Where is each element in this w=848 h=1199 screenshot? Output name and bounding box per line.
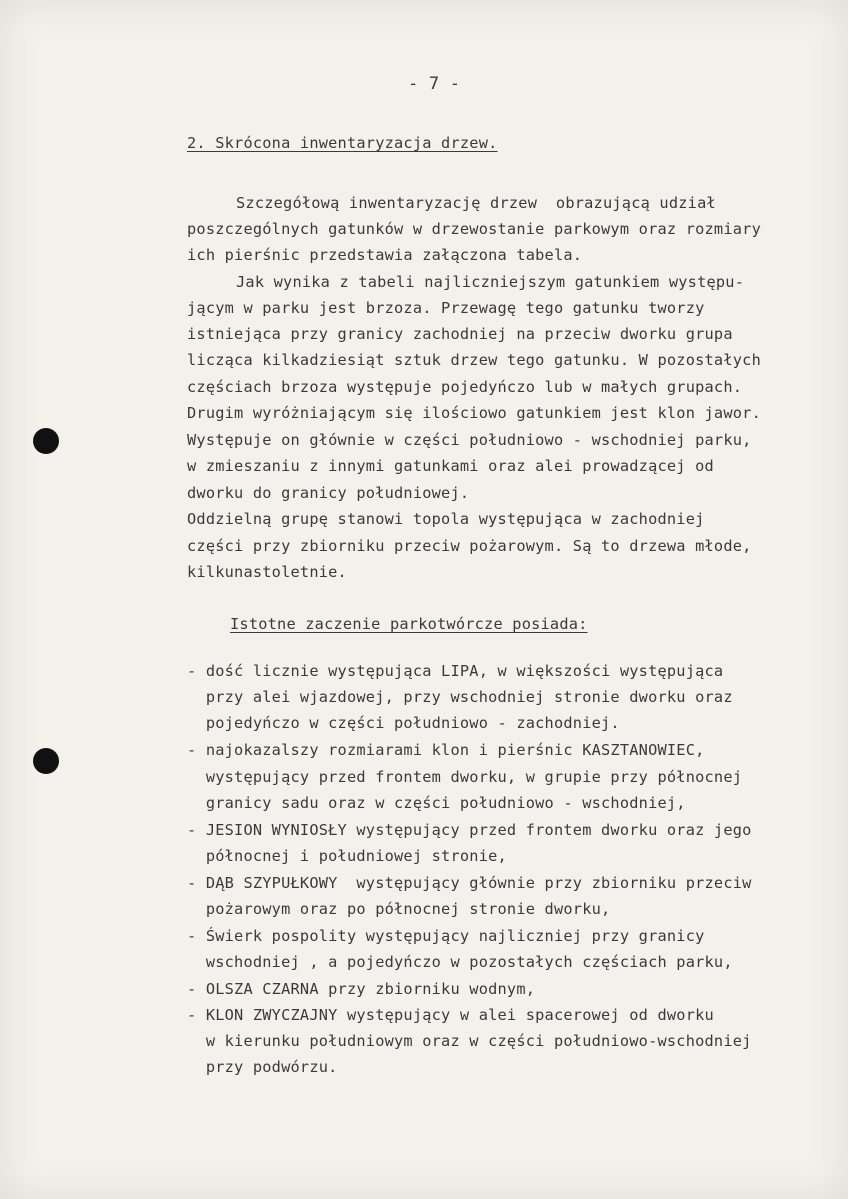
paragraph-line: ich pierśnic przedstawia załączona tabela.: [187, 246, 583, 264]
list-item: północnej i południowej stronie,: [187, 847, 507, 865]
list-item: - KLON ZWYCZAJNY występujący w alei spacerowej od dworku: [187, 1006, 714, 1024]
paragraph-line: Jak wynika z tabeli najliczniejszym gatunkiem występu-: [236, 273, 745, 291]
section-heading: 2. Skrócona inwentaryzacja drzew.: [187, 134, 498, 152]
list-item: pojedyńczo w części południowo - zachodniej.: [187, 714, 620, 732]
paragraph-line: Szczegółową inwentaryzację drzew obrazującą udział: [236, 194, 716, 212]
list-item: - JESION WYNIOSŁY występujący przed frontem dworku oraz jego: [187, 821, 752, 839]
punch-hole-bottom: [33, 748, 59, 774]
paragraph-line: w zmieszaniu z innymi gatunkami oraz alei prowadzącej od: [187, 457, 714, 475]
list-item: w kierunku południowym oraz w części południowo-wschodniej: [187, 1032, 752, 1050]
paragraph-line: Oddzielną grupę stanowi topola występująca w zachodniej: [187, 510, 705, 528]
list-item: granicy sadu oraz w części południowo - wschodniej,: [187, 794, 686, 812]
paragraph-line: kilkunastoletnie.: [187, 563, 347, 581]
list-item: - Świerk pospolity występujący najliczniej przy granicy: [187, 927, 705, 945]
list-item: przy alei wjazdowej, przy wschodniej stronie dworku oraz: [187, 688, 733, 706]
paragraph-line: dworku do granicy południowej.: [187, 484, 470, 502]
list-item: przy podwórzu.: [187, 1058, 338, 1076]
paragraph-line: istniejąca przy granicy zachodniej na przeciw dworku grupa: [187, 325, 733, 343]
paragraph-line: poszczególnych gatunków w drzewostanie parkowym oraz rozmiary: [187, 220, 761, 238]
paragraph-line: jącym w parku jest brzoza. Przewagę tego gatunku tworzy: [187, 299, 705, 317]
paragraph-line: Występuje on głównie w części południowo - wschodniej parku,: [187, 431, 752, 449]
punch-hole-top: [33, 428, 59, 454]
subheading: Istotne zaczenie parkotwórcze posiada:: [230, 615, 588, 633]
list-item: - DĄB SZYPUŁKOWY występujący głównie przy zbiorniku przeciw: [187, 874, 752, 892]
paragraph-line: częściach brzoza występuje pojedyńczo lub w małych grupach.: [187, 378, 743, 396]
page-number: - 7 -: [408, 74, 461, 94]
list-item: wschodniej , a pojedyńczo w pozostałych częściach parku,: [187, 953, 733, 971]
list-item: pożarowym oraz po północnej stronie dworku,: [187, 900, 611, 918]
list-item: - dość licznie występująca LIPA, w większości występująca: [187, 662, 724, 680]
paragraph-line: Drugim wyróżniającym się ilościowo gatunkiem jest klon jawor.: [187, 404, 761, 422]
list-item: - OLSZA CZARNA przy zbiorniku wodnym,: [187, 980, 536, 998]
list-item: występujący przed frontem dworku, w grupie przy północnej: [187, 768, 743, 786]
list-item: - najokazalszy rozmiarami klon i pierśnic KASZTANOWIEC,: [187, 741, 705, 759]
paragraph-line: części przy zbiorniku przeciw pożarowym. Są to drzewa młode,: [187, 537, 752, 555]
paragraph-line: licząca kilkadziesiąt sztuk drzew tego gatunku. W pozostałych: [187, 351, 761, 369]
